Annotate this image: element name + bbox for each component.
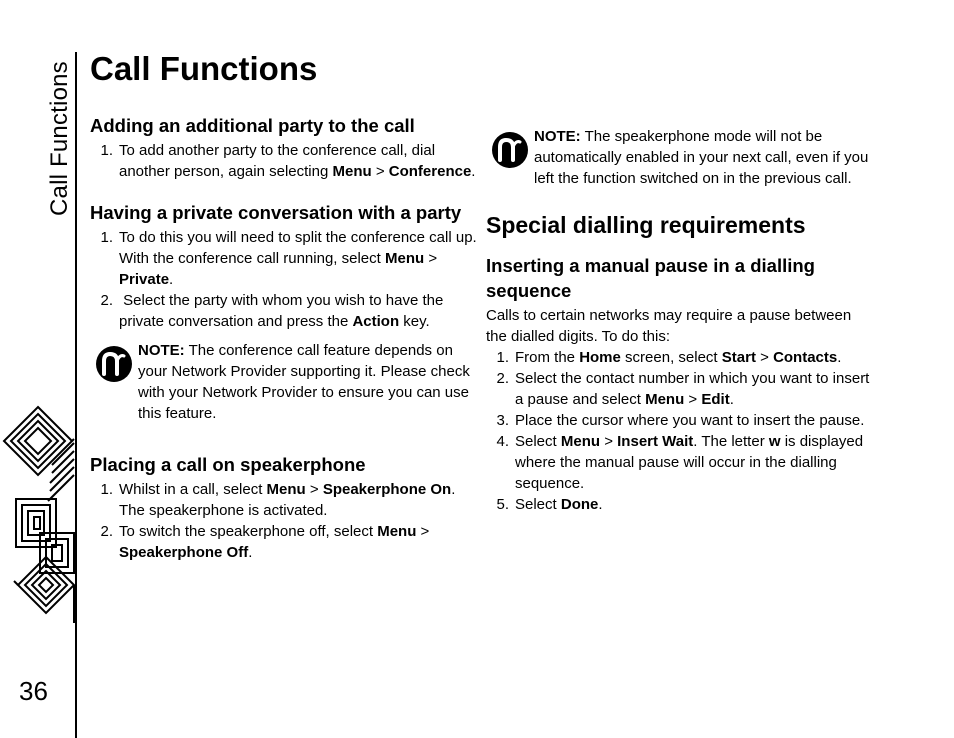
step-text: To switch the speakerphone off, select Menu > Speakerphone Off. [119,523,430,561]
list-item [90,521,480,563]
step-number: 2. [496,370,509,387]
step-number: 1. [496,349,509,366]
list-item [486,347,870,368]
step-text: Select Menu > Insert Wait. The letter w is displayed where the manual pause will occur in the dialling sequence. [515,433,864,492]
side-tab-label: Call Functions [46,61,73,216]
list-item [486,431,870,494]
step-number: 1. [100,229,113,246]
left-column [90,113,480,563]
manual-pause-steps [486,347,870,515]
conference-note [90,340,480,424]
step-text: Place the cursor where you want to insert the pause. [515,412,865,429]
speakerphone-steps [90,479,480,563]
step-number: 4. [496,433,509,450]
step-number: 5. [496,496,509,513]
adding-party-heading: Adding an additional party to the call [90,115,415,136]
right-column [486,126,870,515]
step-number: 2. [100,523,113,540]
list-item [486,368,870,410]
step-number: 3. [496,412,509,429]
step-text: Select the contact number in which you want to insert a pause and select Menu > Edit. [515,370,870,408]
page-number: 36 [19,676,48,706]
page-divider-rule [75,52,77,738]
private-conversation-heading: Having a private conversation with a party [90,202,462,223]
private-conversation-section [90,200,480,332]
step-text: From the Home screen, select Start > Contacts. [515,349,842,366]
manual-pause-heading: Inserting a manual pause in a dialling sequence [486,255,815,301]
step-number: 1. [100,142,113,159]
note-icon [486,126,534,172]
list-item [486,410,870,431]
step-number: 2. [100,292,113,309]
note-text: NOTE: The conference call feature depends on your Network Provider supporting it. Please check with your Network Provider to ensure you can use this feature. [138,342,470,422]
step-text: Whilst in a call, select Menu > Speakerphone On. The speakerphone is activated. [119,481,456,519]
step-text: Select Done. [515,496,603,513]
manual-pause-intro: Calls to certain networks may require a pause between the dialled digits. To do this: [486,307,852,345]
list-item [90,290,480,332]
speakerphone-note [486,126,870,189]
adding-party-section [90,113,480,182]
private-conversation-steps [90,227,480,332]
adding-party-steps [90,140,480,182]
manual-pause-section [486,253,870,515]
list-item [90,140,480,182]
list-item [486,494,870,515]
decorative-pattern [0,405,78,625]
note-text: NOTE: The speakerphone mode will not be automatically enabled in your next call, even if you left the function switched on in the previous call. [534,128,869,187]
step-number: 1. [100,481,113,498]
list-item [90,227,480,290]
note-icon [90,340,138,386]
page-title: Call Functions [90,50,318,87]
step-text: To do this you will need to split the conference call up. With the conference call running, select Menu > Private. [119,229,477,288]
speakerphone-heading: Placing a call on speakerphone [90,454,366,475]
list-item [90,479,480,521]
step-text: To add another party to the conference call, dial another person, again selecting Menu > Conference. [119,142,476,180]
speakerphone-section [90,452,480,563]
step-text: Select the party with whom you wish to have the private conversation and press the Action key. [119,292,448,330]
special-dialling-heading: Special dialling requirements [486,212,806,238]
